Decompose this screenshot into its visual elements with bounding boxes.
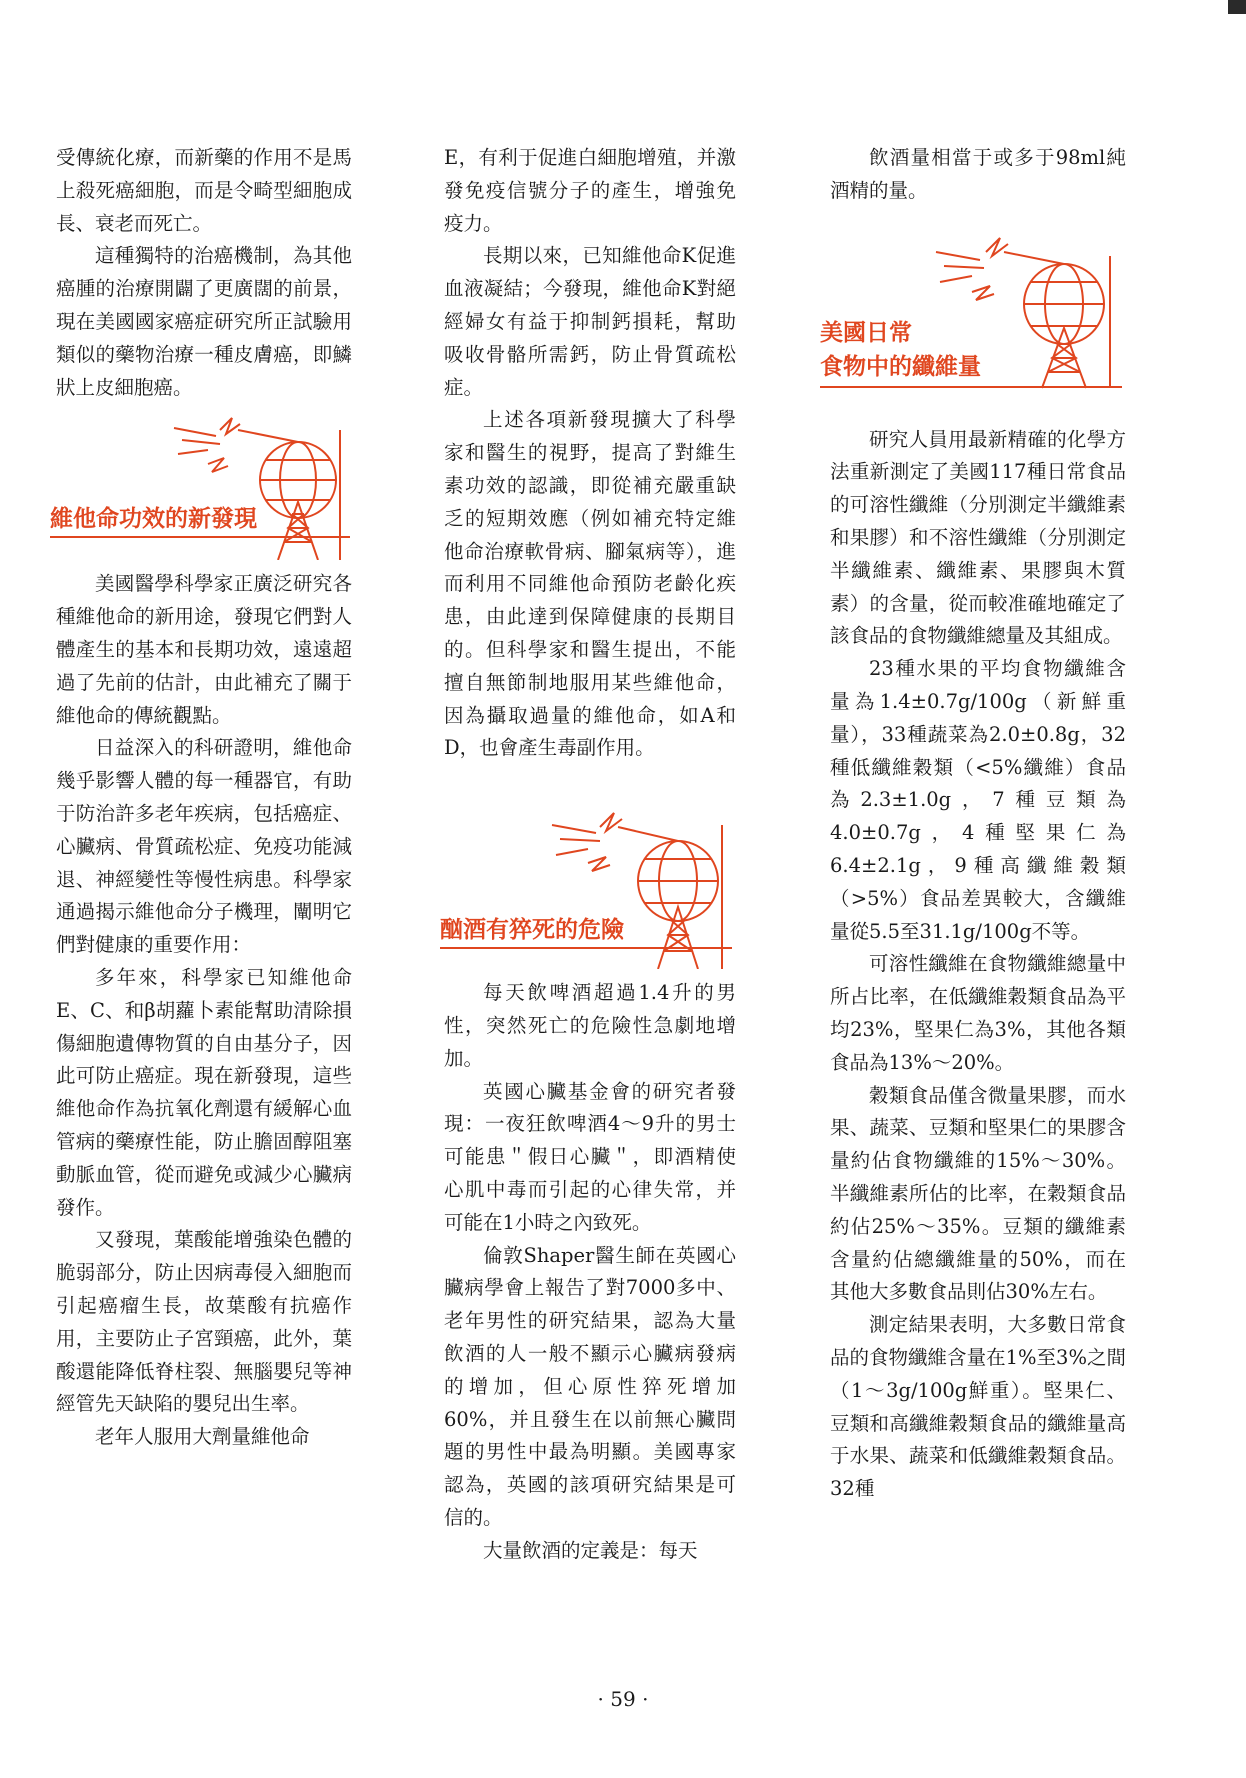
column-1 — [50, 142, 352, 1454]
paragraph: 美國醫學科學家正廣泛研究各種維他命的新用途，發現它們對人體產生的基本和長期功效，遠遠超過了先前的估計，由此補充了關于維他命的傳統觀點。 — [56, 572, 352, 727]
paragraph: 又發現，葉酸能增強染色體的脆弱部分，防止因病毒侵入細胞而引起癌瘤生長，故葉酸有抗癌作用，主要防止子宮頸癌，此外，葉酸還能降低脊柱裂、無腦嬰兒等神經管先天缺陷的嬰兒出生率。 — [56, 1228, 352, 1416]
section-heading-alcohol — [440, 801, 736, 969]
paragraph: 上述各項新發現擴大了科學家和醫生的視野，提高了對維生素功效的認識，即從補充嚴重缺乏的短期效應（例如補充特定維他命治療軟骨病、腳氣病等），進而利用不同維他命預防老齡化疾患，由此達到保障健康的長期目的。但科學家和醫生提出，不能擅自無節制地服用某些維他命，因為攝取過量的維他命，如A和D，也會產生毒副作用。 — [444, 408, 736, 760]
heading-underline — [50, 536, 350, 538]
paragraph: 倫敦Shaper醫生師在英國心臟病學會上報告了對7000多中、老年男性的研究結果，認為大量飲酒的人一般不顯示心臟病發病的增加，但心原性猝死增加60%，并且發生在以前無心臟問題的男性中最為明顯。美國專家認為，英國的該項研究結果是可信的。 — [444, 1243, 736, 1529]
paragraph: 多年來，科學家已知維他命E、C、和β胡蘿卜素能幫助清除損傷細胞遺傳物質的自由基分子，因此可防止癌症。現在新發現，這些維他命作為抗氧化劑還有緩解心血管病的藥療性能，防止膽固醇阻塞動脈血管，從而避免或減少心臟病發作。 — [56, 965, 352, 1219]
heading-underline — [440, 947, 732, 949]
section-title: 美國日常 — [820, 319, 912, 346]
paragraph: 日益深入的科研證明，維他命幾乎影響人體的每一種器官，有助于防治許多老年疾病，包括癌症、心臟病、骨質疏松症、免疫功能減退、神經變性等慢性病患。科學家通過揭示維他命分子機理，闡明它們對健康的重要作用： — [56, 736, 352, 957]
scan-edge-mark — [1228, 0, 1246, 14]
section-heading-vitamins — [50, 410, 352, 560]
paragraph: 飲酒量相當于或多于98ml純酒精的量。 — [830, 146, 1126, 202]
paragraph: 可溶性纖維在食物纖維總量中所占比率，在低纖維穀類食品為平均23%，堅果仁為3%，其他各類食品為13%～20%。 — [830, 952, 1126, 1074]
section-title: 酗酒有猝死的危險 — [440, 917, 624, 944]
paragraph: 每天飲啤酒超過1.4升的男性，突然死亡的危險性急劇地增加。 — [444, 981, 736, 1070]
paragraph: 23種水果的平均食物纖維含量為1.4±0.7g/100g（新鮮重量），33種蔬菜為2.0±0.8g，32種低纖維穀類（<5%纖維）食品為2.3±1.0g，7種豆類為4.0±0.7g，4種堅果仁為6.4±2.1g，9種高纖維穀類（>5%）食品差異較大，含纖維量從5.5至31.1g/100g不等。 — [830, 657, 1126, 943]
paragraph: 穀類食品僅含微量果膠，而水果、蔬菜、豆類和堅果仁的果膠含量約佔食物纖維的15%～30%。半纖維素所佔的比率，在穀類食品約佔25%～35%。豆類的纖維素含量約佔總纖維量的50%，而在其他大多數食品則佔30%左右。 — [830, 1083, 1126, 1304]
column-2 — [440, 142, 736, 1567]
heading-underline — [820, 386, 1122, 388]
section-title: 維他命功效的新發現 — [50, 506, 257, 533]
section-title: 食物中的纖維量 — [820, 353, 981, 380]
paragraph: 長期以來，已知維他命K促進血液凝結；今發現，維他命K對絕經婦女有益于抑制鈣損耗，幫助吸收骨骼所需鈣，防止骨質疏松症。 — [444, 244, 736, 399]
page-number: · 59 · — [597, 1687, 649, 1711]
paragraph: 這種獨特的治癌機制，為其他癌腫的治療開闢了更廣闊的前景，現在美國國家癌症研究所正試驗用類似的藥物治療一種皮膚癌，即鱗狀上皮細胞癌。 — [56, 244, 352, 399]
column-3 — [820, 142, 1126, 1506]
paragraph: E，有利于促進白細胞增殖，并激發免疫信號分子的產生，增強免疫力。 — [444, 146, 736, 235]
section-heading-fiber — [820, 232, 1126, 416]
paragraph: 老年人服用大劑量維他命 — [95, 1425, 310, 1449]
paragraph: 測定結果表明，大多數日常食品的食物纖維含量在1%至3%之間（1～3g/100g鮮重）。堅果仁、豆類和高纖維穀類食品的纖維量高于水果、蔬菜和低纖維穀類食品。32種 — [830, 1313, 1126, 1501]
paragraph: 受傳統化療，而新藥的作用不是馬上殺死癌細胞，而是令畸型細胞成長、衰老而死亡。 — [56, 146, 352, 235]
paragraph: 研究人員用最新精確的化學方法重新測定了美國117種日常食品的可溶性纖維（分別測定半纖維素和果膠）和不溶性纖維（分別測定半纖維素、纖維素、果膠與木質素）的含量，從而較准確地確定了該食品的食物纖維總量及其組成。 — [830, 427, 1126, 648]
paragraph: 英國心臟基金會的研究者發現：一夜狂飲啤酒4～9升的男士可能患＂假日心臟＂，即酒精使心肌中毒而引起的心律失常，并可能在1小時之內致死。 — [444, 1079, 736, 1234]
paragraph: 大量飲酒的定義是：每天 — [483, 1538, 698, 1562]
